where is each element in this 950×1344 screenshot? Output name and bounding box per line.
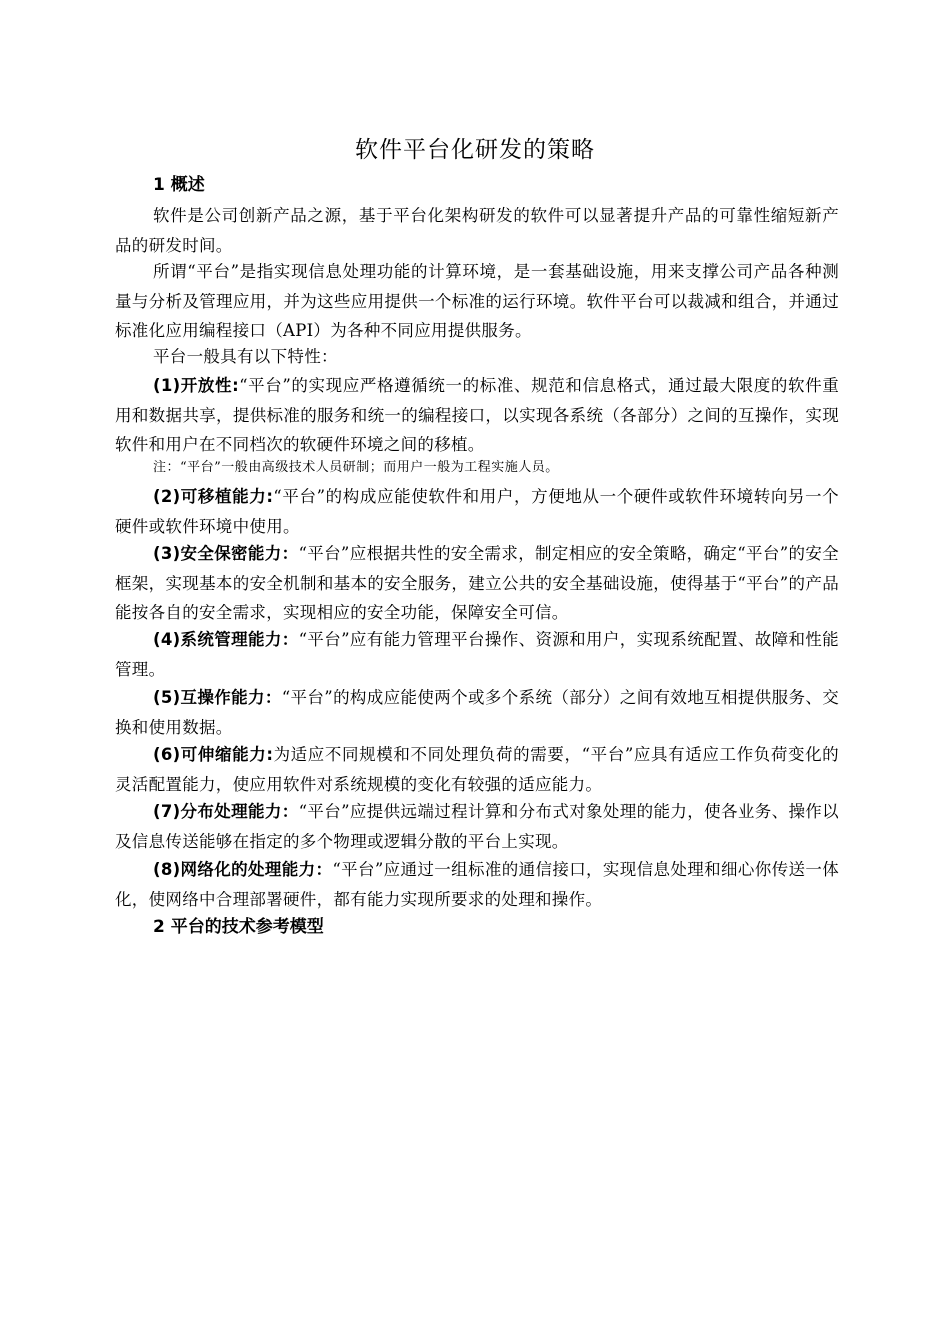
feature-text: “平台”应通过一组标准的通信接口，实现信息处理和细心你传送一体化，使网络中合理部署硬件，都有能力实现所要求的处理和操作。: [115, 860, 839, 909]
feature-text: “平台”的实现应严格遵循统一的标准、规范和信息格式，通过最大限度的软件重用和数据共享，提供标准的服务和统一的编程接口，以实现各系统（各部分）之间的互操作，实现软件和用户在不同档次的软硬件环境之间的移植。: [115, 376, 840, 455]
feature-label: (2)可移植能力:: [153, 487, 274, 506]
feature-label: (7)分布处理能力：: [153, 802, 299, 821]
features-intro-paragraph: 平台一般具有以下特性：: [153, 347, 338, 366]
feature-text: “平台”应有能力管理平台操作、资源和用户，实现系统配置、故障和性能管理。: [115, 630, 839, 679]
note-text: 注：“平台”一般由高级技术人员研制；而用户一般为工程实施人员。: [153, 460, 559, 475]
feature-text: “平台”的构成应能使软件和用户，方便地从一个硬件或软件环境转向另一个硬件或软件环境中使用。: [115, 487, 839, 536]
feature-label: (4)系统管理能力：: [153, 630, 299, 649]
document-title: 软件平台化研发的策略: [355, 137, 595, 163]
feature-scalability: [115, 740, 839, 799]
feature-interoperability: [115, 683, 839, 742]
section-2-heading: 2 平台的技术参考模型: [153, 917, 324, 937]
feature-system-management: [115, 625, 839, 684]
feature-label: (8)网络化的处理能力：: [153, 860, 333, 879]
feature-text: “平台”的构成应能使两个或多个系统（部分）之间有效地互相提供服务、交换和使用数据。: [115, 688, 839, 737]
feature-security: [115, 539, 839, 628]
feature-distributed-processing: [115, 797, 839, 856]
feature-text: “平台”应根据共性的安全需求，制定相应的安全策略，确定“平台”的安全框架，实现基本的安全机制和基本的安全服务，建立公共的安全基础设施，使得基于“平台”的产品能按各自的安全需求，实现相应的安全功能，保障安全可信。: [115, 544, 839, 623]
feature-openness: [115, 371, 839, 460]
feature-text: 为适应不同规模和不同处理负荷的需要，“平台”应具有适应工作负荷变化的灵活配置能力，使应用软件对系统规模的变化有较强的适应能力。: [115, 745, 839, 794]
section-1-heading: 1 概述: [153, 175, 205, 195]
feature-text: “平台”应提供远端过程计算和分布式对象处理的能力，使各业务、操作以及信息传送能够在指定的多个物理或逻辑分散的平台上实现。: [115, 802, 839, 851]
platform-definition-paragraph: 所谓“平台”是指实现信息处理功能的计算环境，是一套基础设施，用来支撑公司产品各种测量与分析及管理应用，并为这些应用提供一个标准的运行环境。软件平台可以裁减和组合，并通过标准化应用编程接口（API）为各种不同应用提供服务。: [115, 262, 839, 341]
feature-label: (6)可伸缩能力:: [153, 745, 274, 764]
feature-networked-processing: [115, 855, 839, 914]
feature-label: (3)安全保密能力：: [153, 544, 299, 563]
intro-paragraph: 软件是公司创新产品之源，基于平台化架构研发的软件可以显著提升产品的可靠性缩短新产品的研发时间。: [115, 206, 839, 255]
feature-label: (1)开放性:: [153, 376, 240, 395]
feature-portability: [115, 482, 839, 541]
feature-label: (5)互操作能力：: [153, 688, 282, 707]
